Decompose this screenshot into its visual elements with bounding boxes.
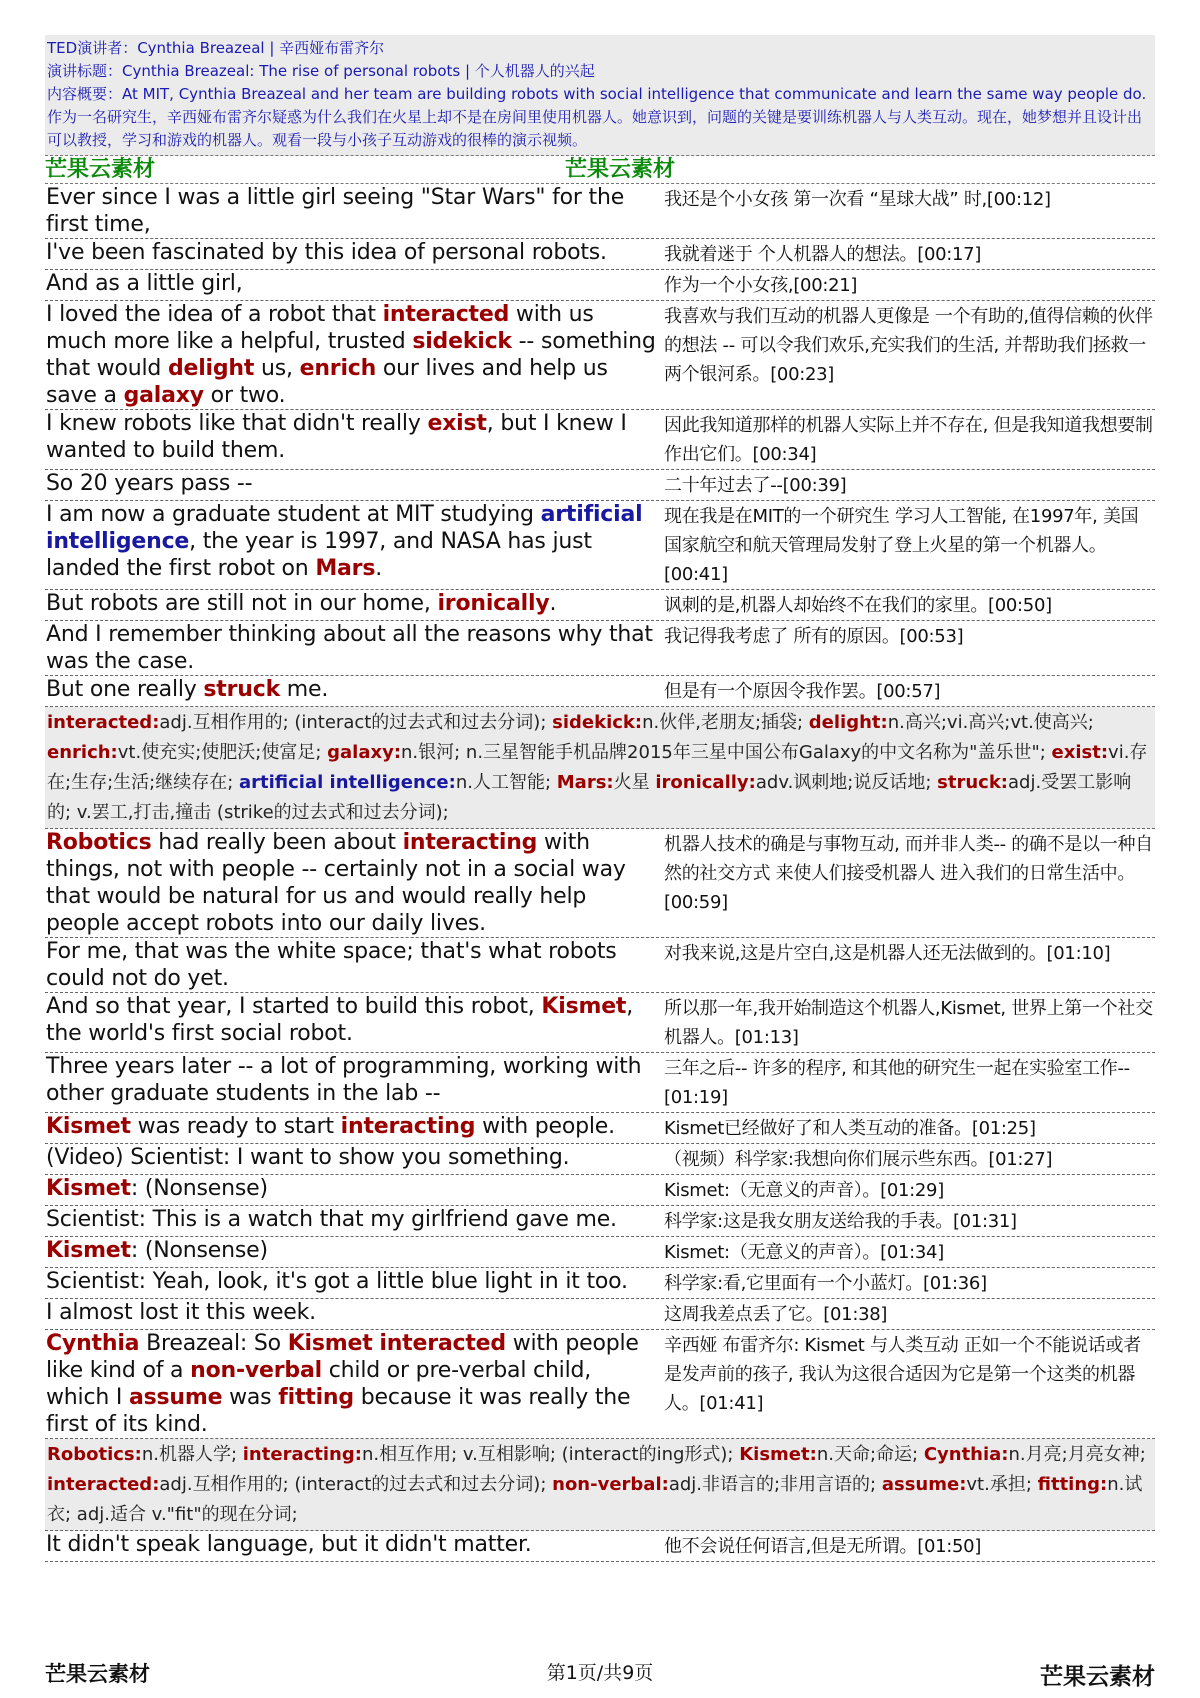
text-segment: , but I knew I wanted to build them. [46,411,627,463]
english-sentence [45,590,656,620]
text-segment: n.人工智能; [455,772,557,793]
transcript-row [45,1175,1155,1206]
talk-info-header [45,35,1155,156]
text-segment: with people like kind of a [46,1331,639,1383]
chinese-translation: 机器人技术的确是与事物互动, 而并非人类-- 的确不是以一种自然的社交方式 来使人们接受机器人 进入我们的日常生活中。[00:59] [664,834,1153,913]
text-segment: child or pre-verbal child, which I [46,1358,592,1410]
english-sentence [45,993,656,1052]
highlighted-term: ironically: [655,772,756,793]
chinese-translation: 我喜欢与我们互动的机器人更像是 一个有助的,值得信赖的伙伴的想法 -- 可以令我们欢乐,充实我们的生活, 并帮助我们拯救一两个银河系。[00:23] [664,306,1153,385]
english-sentence [45,184,656,238]
highlighted-term: enrich: [47,742,118,763]
highlighted-term: Kismet [46,1176,131,1201]
text-segment: But robots are still not in our home, [46,591,438,616]
english-sentence [45,1531,656,1561]
chinese-translation: 科学家:这是我女朋友送给我的手表。[01:31] [664,1211,1017,1232]
highlighted-term: interacting [340,1114,476,1139]
summary-en: 内容概要：At MIT, Cynthia Breazeal and her team are building robots with social intelligence that communicate and learn the same way people do. [47,85,1147,103]
footer-brand-left: 芒果云素材 [45,1662,150,1686]
page-footer [45,1658,1155,1688]
english-sentence [45,501,656,589]
text-segment: vt.承担; [966,1474,1038,1495]
chinese-translation: 这周我差点丢了它。[01:38] [664,1304,888,1325]
text-segment: (Video) Scientist: I want to show you something. [46,1145,570,1170]
chinese-translation: 对我来说,这是片空白,这是机器人还无法做到的。[01:10] [664,943,1111,964]
text-segment: . [375,556,383,581]
text-segment: I am now a graduate student at MIT studying [46,502,541,527]
chinese-translation: 我记得我考虑了 所有的原因。[00:53] [664,626,964,647]
highlighted-term: interacted [382,302,510,327]
transcript-row [45,829,1155,938]
chinese-translation: Kismet:（无意义的声音）。[01:34] [664,1242,944,1263]
speaker-line: TED演讲者：Cynthia Breazeal | 辛西娅布雷齐尔 [47,39,385,57]
brand-row [45,156,1155,184]
transcript-row [45,938,1155,993]
transcript-row [45,1531,1155,1562]
text-segment: Three years later -- a lot of programming, working with other graduate students in the lab -- [46,1054,642,1106]
text-segment: n.伙伴,老朋友;插袋; [642,712,809,733]
text-segment: I've been fascinated by this idea of personal robots. [46,240,607,265]
text-segment: I almost lost it this week. [46,1300,316,1325]
highlighted-term: Kismet [46,1114,131,1139]
chinese-translation: 讽刺的是,机器人却始终不在我们的家里。[00:50] [664,595,1052,616]
highlighted-term: interacting [402,830,538,855]
highlighted-term: fitting [278,1385,354,1410]
english-sentence [45,1299,656,1329]
highlighted-term: artificial intelligence [46,502,643,554]
chinese-translation: （视频）科学家:我想向你们展示些东西。[01:27] [664,1149,1053,1170]
english-sentence [45,470,656,500]
page-number: 第1页/共9页 [546,1662,654,1684]
highlighted-term: Kismet [541,994,627,1019]
highlighted-term: Robotics: [47,1444,142,1465]
english-sentence [45,829,656,937]
text-segment: vi.存在;生存;生活;继续存在; [47,742,1148,793]
text-segment: with people. [475,1114,615,1139]
highlighted-term: galaxy: [327,742,402,763]
highlighted-term: ironically [437,591,550,616]
transcript-row [45,676,1155,707]
highlighted-term: Cynthia: [923,1444,1009,1465]
highlighted-term: Mars: [556,772,614,793]
chinese-translation: 因此我知道那样的机器人实际上并不存在, 但是我知道我想要制作出它们。[00:34] [664,415,1153,465]
text-segment: adj.互相作用的; (interact的过去式和过去分词); [159,1474,553,1495]
chinese-translation: 现在我是在MIT的一个研究生 学习人工智能, 在1997年, 美国国家航空和航天管理局发射了登上火星的第一个机器人。[00:41] [664,506,1139,585]
english-sentence [45,239,656,269]
transcript-row [45,590,1155,621]
english-sentence [45,1268,656,1298]
highlighted-term: non-verbal: [552,1474,669,1495]
text-segment: us, [254,356,300,381]
text-segment: vt.使充实;使肥沃;使富足; [117,742,328,763]
text-segment: , the world's first social robot. [46,994,634,1046]
chinese-translation: 作为一个小女孩,[00:21] [664,275,858,296]
vocabulary-block-1 [45,707,1155,829]
text-segment: n.相互作用; v.互相影响; (interact的ing形式); [361,1444,740,1465]
transcript-row [45,1206,1155,1237]
highlighted-term: assume: [881,1474,967,1495]
text-segment: adj.互相作用的; (interact的过去式和过去分词); [159,712,553,733]
text-segment: had really been about [151,830,403,855]
text-segment: me. [280,677,329,702]
text-segment: : (Nonsense) [130,1238,268,1263]
chinese-translation: 二十年过去了--[00:39] [664,475,847,496]
english-sentence [45,1175,656,1205]
brand-watermark-left: 芒果云素材 [45,157,156,182]
text-segment: For me, that was the white space; that's what robots could not do yet. [46,939,617,991]
text-segment: And as a little girl, [46,271,243,296]
highlighted-term: Robotics [46,830,152,855]
text-segment: And I remember thinking about all the reasons why that was the case. [46,622,653,674]
text-segment: : (Nonsense) [130,1176,268,1201]
text-segment: It didn't speak language, but it didn't matter. [46,1532,532,1557]
highlighted-term: Kismet: [739,1444,817,1465]
highlighted-term: interacting: [242,1444,362,1465]
text-segment: Scientist: This is a watch that my girlfriend gave me. [46,1207,617,1232]
highlighted-term: delight: [808,712,888,733]
english-sentence [45,621,656,675]
english-sentence [45,676,656,706]
highlighted-term: delight [167,356,255,381]
highlighted-term: exist: [1051,742,1109,763]
english-sentence [45,1237,656,1267]
transcript-row [45,1144,1155,1175]
highlighted-term: sidekick [412,329,512,354]
highlighted-term: exist [427,411,487,436]
highlighted-term: interacted [379,1331,506,1356]
english-sentence [45,938,656,992]
text-segment: n.月亮;月亮女神; [1008,1444,1146,1465]
transcript-row [45,1053,1155,1113]
text-segment: -- something that would [46,329,656,381]
text-segment: . [549,591,557,616]
highlighted-term: sidekick: [552,712,643,733]
highlighted-term: artificial intelligence: [238,772,456,793]
highlighted-term: interacted: [47,712,160,733]
transcript-row [45,501,1155,590]
chinese-translation: 他不会说任何语言,但是无所谓。[01:50] [664,1536,982,1557]
chinese-translation: 我就着迷于 个人机器人的想法。[00:17] [664,244,982,265]
text-segment: n.银河; n.三星智能手机品牌2015年三星中国公布Galaxy的中文名称为"盖乐世"; [401,742,1052,763]
footer-brand-right: 芒果云素材 [1040,1664,1155,1690]
highlighted-term: Mars [315,556,376,581]
english-sentence [45,1144,656,1174]
transcript-section-2 [45,829,1155,1439]
chinese-translation: Kismet已经做好了和人类互动的准备。[01:25] [664,1118,1036,1139]
transcript-row [45,1113,1155,1144]
english-sentence [45,1113,656,1143]
transcript-section-1 [45,184,1155,707]
transcript-row [45,1299,1155,1330]
english-sentence [45,410,656,469]
english-sentence [45,1053,656,1112]
chinese-translation: 科学家:看,它里面有一个小蓝灯。[01:36] [664,1273,987,1294]
highlighted-term: struck: [937,772,1009,793]
text-segment: So 20 years pass -- [46,471,253,496]
transcript-row [45,1330,1155,1439]
text-segment: n.高兴;vi.高兴;vt.使高兴; [887,712,1094,733]
text-segment: n.试衣; adj.适合 v."fit"的现在分词; [47,1474,1143,1525]
highlighted-term: struck [203,677,281,702]
highlighted-term: interacted: [47,1474,160,1495]
text-segment: or two. [203,383,286,408]
text-segment: adj.非语言的;非用言语的; [668,1474,882,1495]
transcript-row [45,410,1155,470]
text-segment: adj.受罢工影响的; v.罢工,打击,撞击 (strike的过去式和过去分词); [47,772,1132,823]
transcript-row [45,1237,1155,1268]
transcript-row [45,301,1155,410]
text-segment: was ready to start [130,1114,341,1139]
transcript-row [45,239,1155,270]
text-segment: with us much more like a helpful, trusted [46,302,594,354]
text-segment: with things, not with people -- certainly not in a social way that would be natural for us and would really help people accept robots into our daily lives. [46,830,626,936]
text-segment: And so that year, I started to build this robot, [46,994,542,1019]
chinese-translation: 所以那一年,我开始制造这个机器人,Kismet, 世界上第一个社交机器人。[01:13] [664,998,1153,1048]
text-segment: was [222,1385,279,1410]
text-segment: Scientist: Yeah, look, it's got a little blue light in it too. [46,1269,628,1294]
text-segment: But one really [46,677,204,702]
vocabulary-block-2 [45,1439,1155,1531]
chinese-translation: 辛西娅 布雷齐尔: Kismet 与人类互动 正如一个不能说话或者是发声前的孩子, 我认为这很合适因为它是第一个这类的机器人。[01:41] [664,1335,1141,1414]
highlighted-term: enrich [299,356,377,381]
chinese-translation: 我还是个小女孩 第一次看 “星球大战” 时,[00:12] [664,189,1051,210]
highlighted-term: galaxy [123,383,204,408]
transcript-row [45,993,1155,1053]
text-segment: our lives and help us save a [46,356,608,408]
highlighted-term: Kismet [46,1238,131,1263]
highlighted-term: non-verbal [190,1358,322,1383]
transcript-row [45,184,1155,239]
transcript-row [45,1268,1155,1299]
text-segment: n.天命;命运; [816,1444,924,1465]
document-page [45,35,1155,1562]
english-sentence [45,1330,656,1438]
english-sentence [45,301,656,409]
text-segment: 火星 [613,772,656,793]
highlighted-term: assume [128,1385,223,1410]
chinese-translation: 但是有一个原因令我作罢。[00:57] [664,681,941,702]
chinese-translation: Kismet:（无意义的声音）。[01:29] [664,1180,944,1201]
summary-zh: 作为一名研究生，辛西娅布雷齐尔疑惑为什么我们在火星上却不是在房间里使用机器人。她意识到，问题的关键是要训练机器人与人类互动。现在，她梦想并且设计出可以教授，学习和游戏的机器人。观看一段与小孩子互动游戏的很棒的演示视频。 [47,108,1143,149]
text-segment: adv.讽刺地;说反话地; [755,772,938,793]
highlighted-term: fitting: [1037,1474,1108,1495]
chinese-translation: 三年之后-- 许多的程序, 和其他的研究生一起在实验室工作--[01:19] [664,1058,1130,1108]
text-segment: because it was really the first of its kind. [46,1385,631,1437]
highlighted-term: Kismet [287,1331,373,1356]
brand-watermark-center: 芒果云素材 [565,157,676,182]
english-sentence [45,1206,656,1236]
text-segment: Ever since I was a little girl seeing "Star Wars" for the first time, [46,185,625,237]
text-segment: I knew robots like that didn't really [46,411,428,436]
transcript-row [45,470,1155,501]
text-segment: n.机器人学; [141,1444,243,1465]
highlighted-term: Cynthia [46,1331,140,1356]
title-line: 演讲标题：Cynthia Breazeal: The rise of personal robots | 个人机器人的兴起 [47,62,595,80]
transcript-section-3 [45,1531,1155,1562]
text-segment: Breazeal: So [139,1331,288,1356]
text-segment: I loved the idea of a robot that [46,302,383,327]
text-segment: , the year is 1997, and NASA has just landed the first robot on [46,529,592,581]
transcript-row [45,270,1155,301]
english-sentence [45,270,656,300]
transcript-row [45,621,1155,676]
